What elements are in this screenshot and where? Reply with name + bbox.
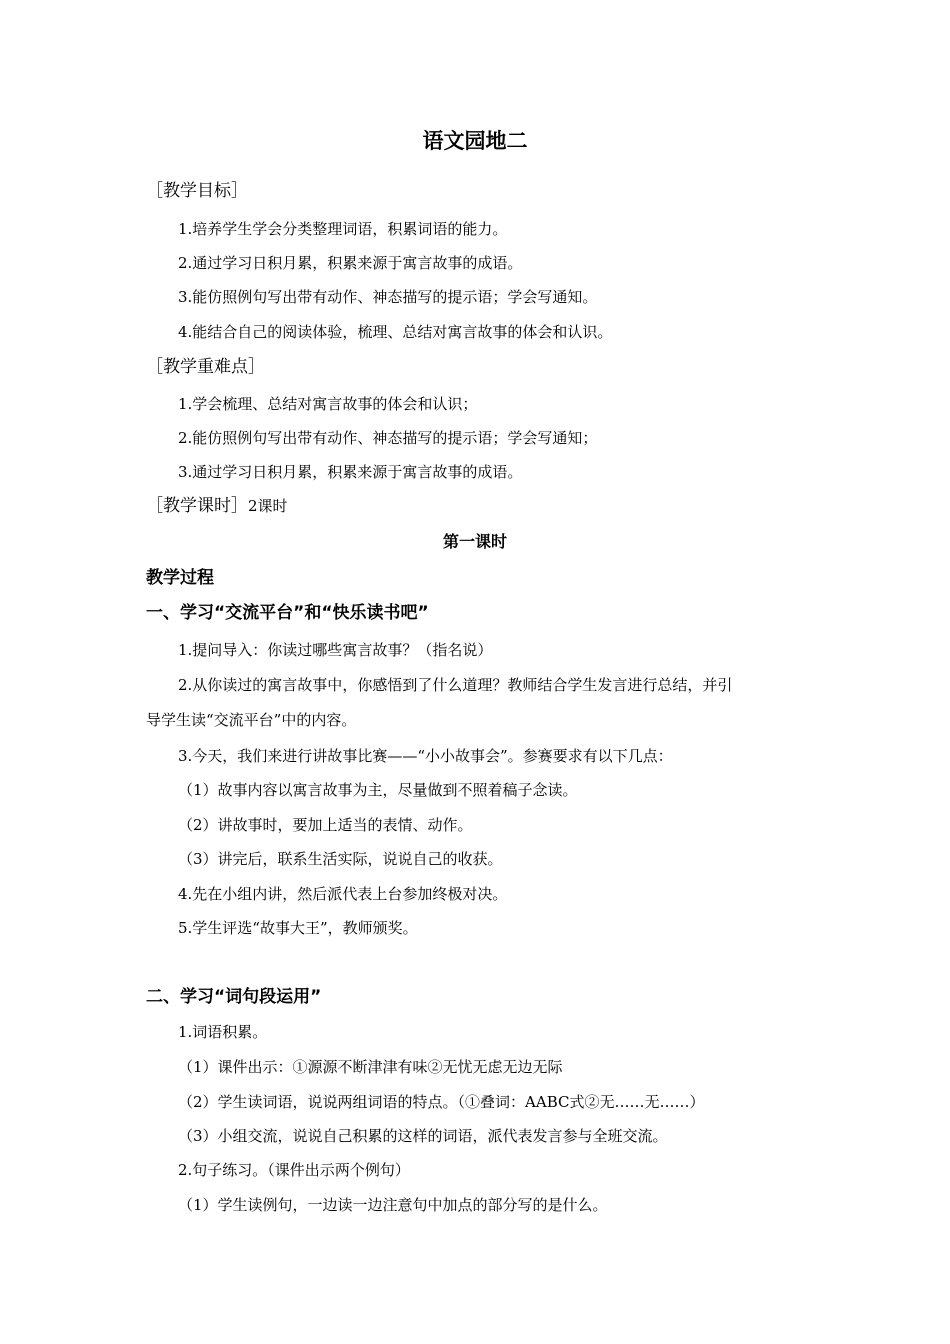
section2-line: （2）学生读词语，说说两组词语的特点。（①叠词：AABC式②无……无……） [178,1093,705,1111]
lesson-title: 第一课时 [442,532,507,551]
section1-line: （3）讲完后，联系生活实际，说说自己的收获。 [178,850,503,868]
key-point-item: 1.学会梳理、总结对寓言故事的体会和认识； [178,395,478,413]
key-points-heading: ［教学重难点］ [146,357,265,377]
section1-line: 2.从你读过的寓言故事中，你感悟到了什么道理？教师结合学生发言进行总结，并引 [178,676,733,694]
section1-line: 3.今天，我们来进行讲故事比赛——“小小故事会”。参赛要求有以下几点： [178,747,673,765]
process-heading: 教学过程 [146,568,214,588]
hours-line [146,496,288,516]
key-point-item: 3.通过学习日积月累，积累来源于寓言故事的成语。 [178,463,523,481]
goal-item: 4.能结合自己的阅读体验，梳理、总结对寓言故事的体会和认识。 [178,323,613,341]
section1-line: 4.先在小组内讲，然后派代表上台参加终极对决。 [178,885,508,903]
section2-line: 1.词语积累。 [178,1023,268,1041]
page-title: 语文园地二 [422,129,528,153]
hours-heading: ［教学课时］ [146,496,248,516]
goal-item: 3.能仿照例句写出带有动作、神态描写的提示语；学会写通知。 [178,288,598,306]
section1-heading: 一、学习“交流平台”和“快乐读书吧” [146,603,429,623]
section1-line: 1.提问导入：你读过哪些寓言故事？（指名说） [178,641,493,659]
key-point-item: 2.能仿照例句写出带有动作、神态描写的提示语；学会写通知； [178,429,598,447]
section1-line: 5.学生评选“故事大王”，教师颁奖。 [178,919,418,937]
section2-line: （3）小组交流，说说自己积累的这样的词语，派代表发言参与全班交流。 [178,1127,668,1145]
section1-line: （2）讲故事时，要加上适当的表情、动作。 [178,816,473,834]
section1-line: （1）故事内容以寓言故事为主，尽量做到不照着稿子念读。 [178,781,578,799]
hours-value: 2课时 [248,497,288,515]
goal-item: 1.培养学生学会分类整理词语，积累词语的能力。 [178,220,508,238]
goal-item: 2.通过学习日积月累，积累来源于寓言故事的成语。 [178,254,523,272]
section2-line: （1）学生读例句，一边读一边注意句中加点的部分写的是什么。 [178,1196,608,1214]
section2-line: （1）课件出示：①源源不断津津有味②无忧无虑无边无际 [178,1058,563,1076]
section2-line: 2.句子练习。（课件出示两个例句） [178,1161,410,1179]
goals-heading: ［教学目标］ [146,181,248,201]
section1-line: 导学生读“交流平台”中的内容。 [146,711,357,729]
section2-heading: 二、学习“词句段运用” [146,987,322,1007]
